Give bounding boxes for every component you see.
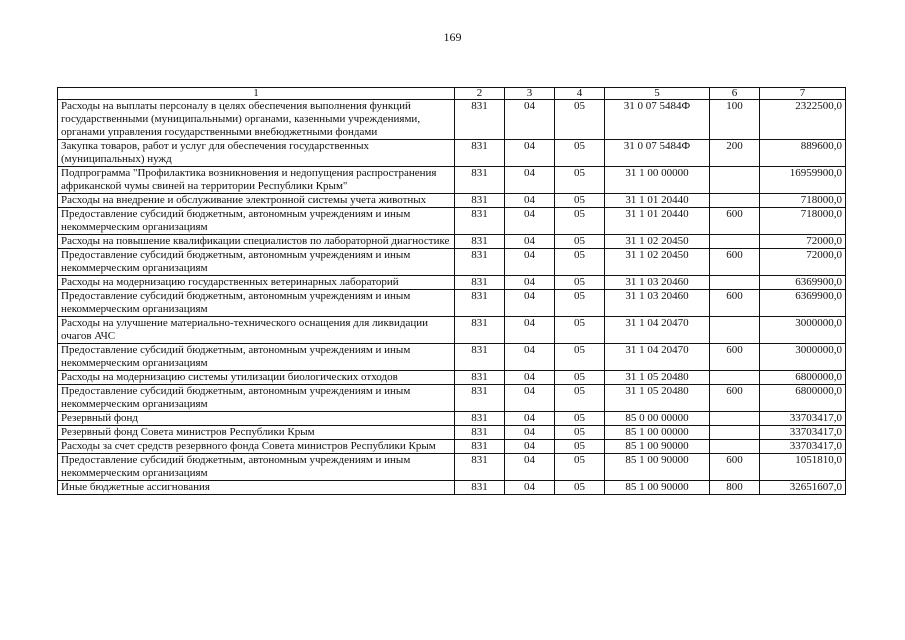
row-target-article-cell: 31 1 01 20440 xyxy=(605,194,710,208)
row-section-cell: 04 xyxy=(505,426,555,440)
row-name-cell: Закупка товаров, работ и услуг для обеспечения государственных (муниципальных) нужд xyxy=(58,140,455,167)
row-amount-cell: 889600,0 xyxy=(760,140,846,167)
row-ved-cell: 831 xyxy=(455,371,505,385)
row-name-cell: Расходы на модернизацию государственных ветеринарных лабораторий xyxy=(58,276,455,290)
table-row xyxy=(58,100,846,140)
row-expense-type-cell xyxy=(710,426,760,440)
page-number: 169 xyxy=(443,30,462,44)
table-row xyxy=(58,167,846,194)
row-amount-cell: 6800000,0 xyxy=(760,371,846,385)
row-subsection-cell: 05 xyxy=(555,454,605,481)
row-ved-cell: 831 xyxy=(455,290,505,317)
column-header: 6 xyxy=(710,88,760,100)
row-ved-cell: 831 xyxy=(455,481,505,495)
row-section-cell: 04 xyxy=(505,235,555,249)
table-row xyxy=(58,276,846,290)
row-expense-type-cell xyxy=(710,317,760,344)
row-section-cell: 04 xyxy=(505,317,555,344)
row-target-article-cell: 31 0 07 5484Ф xyxy=(605,100,710,140)
row-ved-cell: 831 xyxy=(455,454,505,481)
row-subsection-cell: 05 xyxy=(555,249,605,276)
row-amount-cell: 6369900,0 xyxy=(760,276,846,290)
row-ved-cell: 831 xyxy=(455,194,505,208)
table-row xyxy=(58,235,846,249)
row-section-cell: 04 xyxy=(505,290,555,317)
row-section-cell: 04 xyxy=(505,481,555,495)
row-amount-cell: 6800000,0 xyxy=(760,385,846,412)
row-expense-type-cell: 600 xyxy=(710,344,760,371)
row-name-cell: Предоставление субсидий бюджетным, автономным учреждениям и иным некоммерческим организациям xyxy=(58,385,455,412)
row-name-cell: Предоставление субсидий бюджетным, автономным учреждениям и иным некоммерческим организациям xyxy=(58,208,455,235)
row-target-article-cell: 31 1 02 20450 xyxy=(605,235,710,249)
table-row xyxy=(58,440,846,454)
row-expense-type-cell: 100 xyxy=(710,100,760,140)
row-section-cell: 04 xyxy=(505,194,555,208)
row-name-cell: Расходы на улучшение материально-технического оснащения для ликвидации очагов АЧС xyxy=(58,317,455,344)
row-amount-cell: 718000,0 xyxy=(760,194,846,208)
row-expense-type-cell: 600 xyxy=(710,454,760,481)
row-section-cell: 04 xyxy=(505,412,555,426)
row-section-cell: 04 xyxy=(505,100,555,140)
row-expense-type-cell xyxy=(710,371,760,385)
row-expense-type-cell xyxy=(710,194,760,208)
row-section-cell: 04 xyxy=(505,140,555,167)
row-amount-cell: 32651607,0 xyxy=(760,481,846,495)
row-expense-type-cell xyxy=(710,167,760,194)
table-row xyxy=(58,290,846,317)
column-header: 5 xyxy=(605,88,710,100)
row-ved-cell: 831 xyxy=(455,235,505,249)
row-ved-cell: 831 xyxy=(455,385,505,412)
row-ved-cell: 831 xyxy=(455,440,505,454)
row-expense-type-cell: 600 xyxy=(710,385,760,412)
row-target-article-cell: 85 1 00 90000 xyxy=(605,481,710,495)
row-ved-cell: 831 xyxy=(455,276,505,290)
row-subsection-cell: 05 xyxy=(555,371,605,385)
table-row xyxy=(58,412,846,426)
row-ved-cell: 831 xyxy=(455,140,505,167)
table-header-row xyxy=(58,88,846,100)
row-expense-type-cell xyxy=(710,235,760,249)
row-target-article-cell: 31 1 04 20470 xyxy=(605,344,710,371)
row-section-cell: 04 xyxy=(505,249,555,276)
row-amount-cell: 3000000,0 xyxy=(760,344,846,371)
row-name-cell: Расходы на выплаты персоналу в целях обеспечения выполнения функций государственными (муниципальными) органами, казенными учреждениями, органами управления государственными внебюджетными фондами xyxy=(58,100,455,140)
column-header: 4 xyxy=(555,88,605,100)
table-row xyxy=(58,481,846,495)
row-target-article-cell: 31 1 04 20470 xyxy=(605,317,710,344)
row-subsection-cell: 05 xyxy=(555,385,605,412)
table-row xyxy=(58,208,846,235)
column-header: 3 xyxy=(505,88,555,100)
row-subsection-cell: 05 xyxy=(555,276,605,290)
column-header: 1 xyxy=(58,88,455,100)
row-amount-cell: 2322500,0 xyxy=(760,100,846,140)
budget-table xyxy=(57,87,846,495)
table-row xyxy=(58,344,846,371)
table-row xyxy=(58,426,846,440)
row-name-cell: Подпрограмма "Профилактика возникновения и недопущения распространения африканской чумы свиней на территории Республики Крым" xyxy=(58,167,455,194)
row-amount-cell: 33703417,0 xyxy=(760,426,846,440)
row-target-article-cell: 31 1 05 20480 xyxy=(605,385,710,412)
row-amount-cell: 718000,0 xyxy=(760,208,846,235)
row-section-cell: 04 xyxy=(505,167,555,194)
table-row xyxy=(58,140,846,167)
row-target-article-cell: 31 0 07 5484Ф xyxy=(605,140,710,167)
row-expense-type-cell: 800 xyxy=(710,481,760,495)
row-ved-cell: 831 xyxy=(455,317,505,344)
row-expense-type-cell xyxy=(710,440,760,454)
row-name-cell: Расходы на модернизацию системы утилизации биологических отходов xyxy=(58,371,455,385)
row-section-cell: 04 xyxy=(505,276,555,290)
row-expense-type-cell: 600 xyxy=(710,290,760,317)
column-header: 2 xyxy=(455,88,505,100)
row-name-cell: Резервный фонд xyxy=(58,412,455,426)
row-amount-cell: 6369900,0 xyxy=(760,290,846,317)
row-section-cell: 04 xyxy=(505,454,555,481)
table-body xyxy=(58,100,846,495)
row-name-cell: Предоставление субсидий бюджетным, автономным учреждениям и иным некоммерческим организациям xyxy=(58,290,455,317)
row-section-cell: 04 xyxy=(505,371,555,385)
row-target-article-cell: 31 1 03 20460 xyxy=(605,290,710,317)
row-amount-cell: 16959900,0 xyxy=(760,167,846,194)
row-ved-cell: 831 xyxy=(455,208,505,235)
row-section-cell: 04 xyxy=(505,440,555,454)
row-name-cell: Предоставление субсидий бюджетным, автономным учреждениям и иным некоммерческим организациям xyxy=(58,249,455,276)
row-expense-type-cell: 600 xyxy=(710,249,760,276)
row-subsection-cell: 05 xyxy=(555,290,605,317)
row-target-article-cell: 31 1 01 20440 xyxy=(605,208,710,235)
row-ved-cell: 831 xyxy=(455,344,505,371)
row-amount-cell: 1051810,0 xyxy=(760,454,846,481)
row-subsection-cell: 05 xyxy=(555,440,605,454)
row-subsection-cell: 05 xyxy=(555,317,605,344)
row-name-cell: Иные бюджетные ассигнования xyxy=(58,481,455,495)
row-ved-cell: 831 xyxy=(455,249,505,276)
row-name-cell: Предоставление субсидий бюджетным, автономным учреждениям и иным некоммерческим организациям xyxy=(58,454,455,481)
row-section-cell: 04 xyxy=(505,385,555,412)
row-ved-cell: 831 xyxy=(455,100,505,140)
row-ved-cell: 831 xyxy=(455,167,505,194)
row-subsection-cell: 05 xyxy=(555,167,605,194)
table-row xyxy=(58,385,846,412)
table-row xyxy=(58,249,846,276)
row-target-article-cell: 85 1 00 90000 xyxy=(605,454,710,481)
table-row xyxy=(58,371,846,385)
row-subsection-cell: 05 xyxy=(555,344,605,371)
row-expense-type-cell: 600 xyxy=(710,208,760,235)
row-name-cell: Расходы за счет средств резервного фонда Совета министров Республики Крым xyxy=(58,440,455,454)
table-row xyxy=(58,194,846,208)
row-subsection-cell: 05 xyxy=(555,481,605,495)
row-name-cell: Резервный фонд Совета министров Республики Крым xyxy=(58,426,455,440)
table-row xyxy=(58,317,846,344)
row-expense-type-cell xyxy=(710,412,760,426)
row-name-cell: Предоставление субсидий бюджетным, автономным учреждениям и иным некоммерческим организациям xyxy=(58,344,455,371)
row-ved-cell: 831 xyxy=(455,426,505,440)
row-ved-cell: 831 xyxy=(455,412,505,426)
row-amount-cell: 3000000,0 xyxy=(760,317,846,344)
row-name-cell: Расходы на повышение квалификации специалистов по лабораторной диагностике xyxy=(58,235,455,249)
table-row xyxy=(58,454,846,481)
row-target-article-cell: 85 1 00 00000 xyxy=(605,426,710,440)
row-subsection-cell: 05 xyxy=(555,235,605,249)
column-header: 7 xyxy=(760,88,846,100)
row-section-cell: 04 xyxy=(505,208,555,235)
row-target-article-cell: 31 1 03 20460 xyxy=(605,276,710,290)
row-amount-cell: 33703417,0 xyxy=(760,412,846,426)
row-target-article-cell: 31 1 02 20450 xyxy=(605,249,710,276)
row-target-article-cell: 31 1 00 00000 xyxy=(605,167,710,194)
row-target-article-cell: 85 1 00 90000 xyxy=(605,440,710,454)
row-target-article-cell: 85 0 00 00000 xyxy=(605,412,710,426)
row-subsection-cell: 05 xyxy=(555,194,605,208)
row-amount-cell: 72000,0 xyxy=(760,249,846,276)
row-section-cell: 04 xyxy=(505,344,555,371)
row-amount-cell: 72000,0 xyxy=(760,235,846,249)
row-subsection-cell: 05 xyxy=(555,140,605,167)
row-subsection-cell: 05 xyxy=(555,100,605,140)
row-expense-type-cell: 200 xyxy=(710,140,760,167)
row-expense-type-cell xyxy=(710,276,760,290)
row-target-article-cell: 31 1 05 20480 xyxy=(605,371,710,385)
row-name-cell: Расходы на внедрение и обслуживание электронной системы учета животных xyxy=(58,194,455,208)
row-subsection-cell: 05 xyxy=(555,208,605,235)
row-subsection-cell: 05 xyxy=(555,412,605,426)
row-amount-cell: 33703417,0 xyxy=(760,440,846,454)
row-subsection-cell: 05 xyxy=(555,426,605,440)
